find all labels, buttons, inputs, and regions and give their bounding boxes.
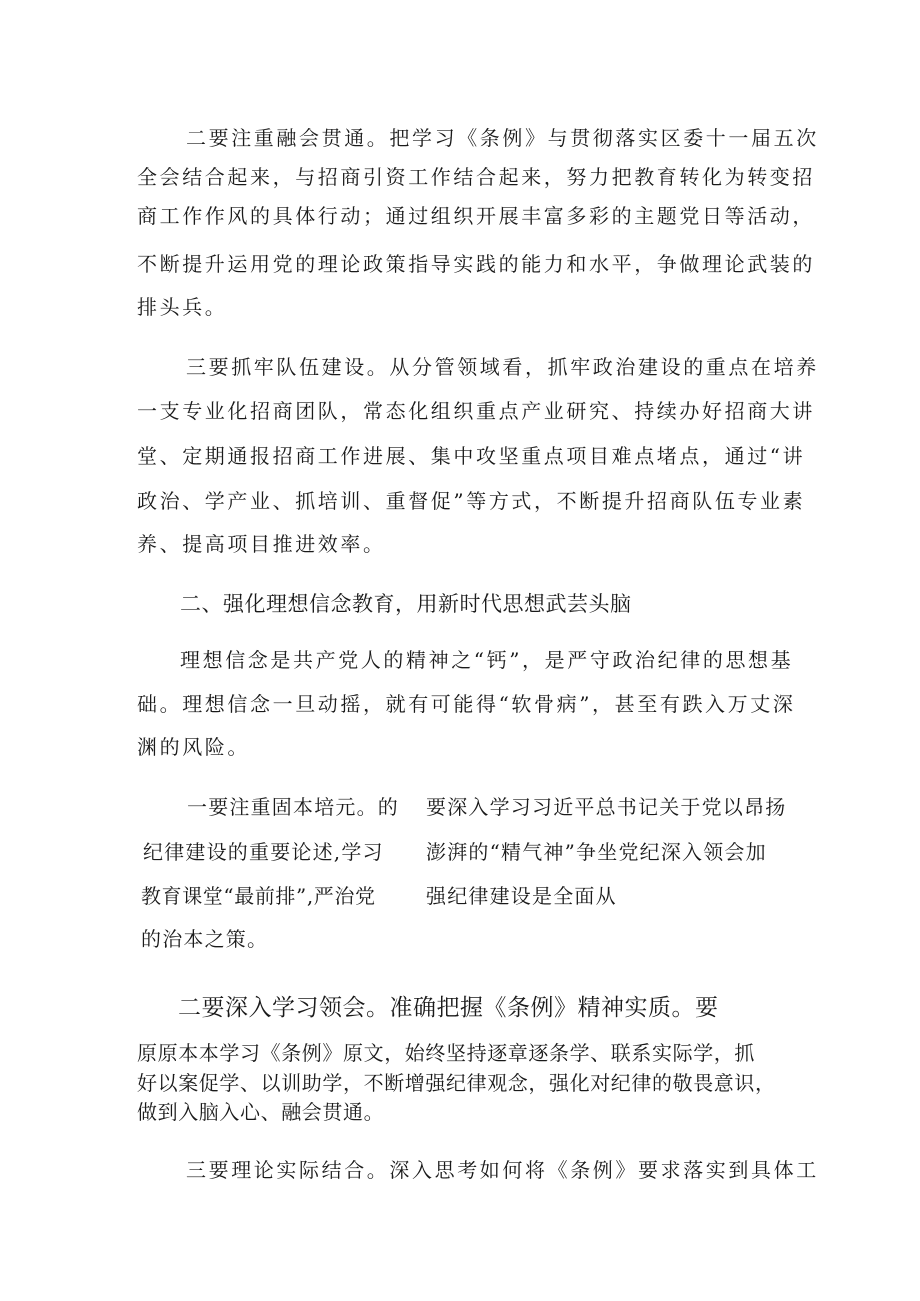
paragraph-1-line-2: 全会结合起来，与招商引资工作结合起来，努力把教育转化为转变招 (137, 165, 815, 189)
section-heading-2: 二、强化理想信念教育，用新时代思想武芸头脑 (180, 592, 632, 616)
paragraph-5-line-3: 做到入脑入心、融会贯通。 (137, 1100, 385, 1124)
paragraph-3-line-2: 础。理想信念一旦动摇，就有可能得“软骨病”，甚至有跌入万丈深 (137, 692, 796, 716)
paragraph-4-right-line-1: 要深入学习习近平总书记关于党以昂扬 (426, 795, 787, 819)
paragraph-6-line-1: 三要理论实际结合。深入思考如何将《条例》要求落实到具体工 (186, 1158, 819, 1182)
paragraph-3-line-3: 渊的风险。 (137, 735, 250, 759)
paragraph-2-line-3: 堂、定期通报招商工作进展、集中攻坚重点项目难点堵点，通过“讲 (137, 444, 806, 468)
paragraph-4-left-line-2: 纪律建设的重要论述,学习 (143, 840, 384, 864)
paragraph-4-left-line-1: 一要注重固本培元。的 (187, 795, 399, 819)
paragraph-4-left-line-3: 教育课堂“最前排”,严治党 (141, 884, 376, 908)
paragraph-4-right-line-3: 强纪律建设是全面从 (426, 884, 617, 908)
paragraph-1-line-3: 商工作作风的具体行动；通过组织开展丰富多彩的主题党日等活动， (137, 204, 815, 228)
subheading-study: 二要深入学习领会。准确把握《条例》精神实质。要 (178, 995, 719, 1021)
paragraph-1-line-5: 排头兵。 (137, 295, 228, 319)
paragraph-2-line-5: 养、提高项目推进效率。 (137, 532, 386, 556)
paragraph-2-line-1: 三要抓牢队伍建设。从分管领域看，抓牢政治建设的重点在培养 (186, 355, 819, 379)
paragraph-1-line-4: 不断提升运用党的理论政策指导实践的能力和水平，争做理论武装的 (137, 252, 815, 276)
paragraph-3-line-1: 理想信念是共产党人的精神之“钙”，是严守政治纪律的思想基 (180, 648, 794, 672)
paragraph-5-line-2: 好以案促学、以训助学，不断增强纪律观念，强化对纪律的敬畏意识， (137, 1071, 776, 1095)
paragraph-1-line-1: 二要注重融会贯通。把学习《条例》与贯彻落实区委十一届五次 (186, 126, 819, 150)
paragraph-4-right-line-2: 澎湃的“精气神”争坐党纪深入领会加 (426, 840, 767, 864)
paragraph-5-line-1: 原原本本学习《条例》原文，始终坚持逐章逐条学、联系实际学，抓 (137, 1041, 755, 1065)
paragraph-2-line-4: 政治、学产业、抓培训、重督促”等方式，不断提升招商队伍专业素 (137, 489, 806, 513)
paragraph-2-line-2: 一支专业化招商团队，常态化组织重点产业研究、持续办好招商大讲 (137, 399, 815, 423)
paragraph-4-left-line-4: 的治本之策。 (141, 927, 269, 951)
